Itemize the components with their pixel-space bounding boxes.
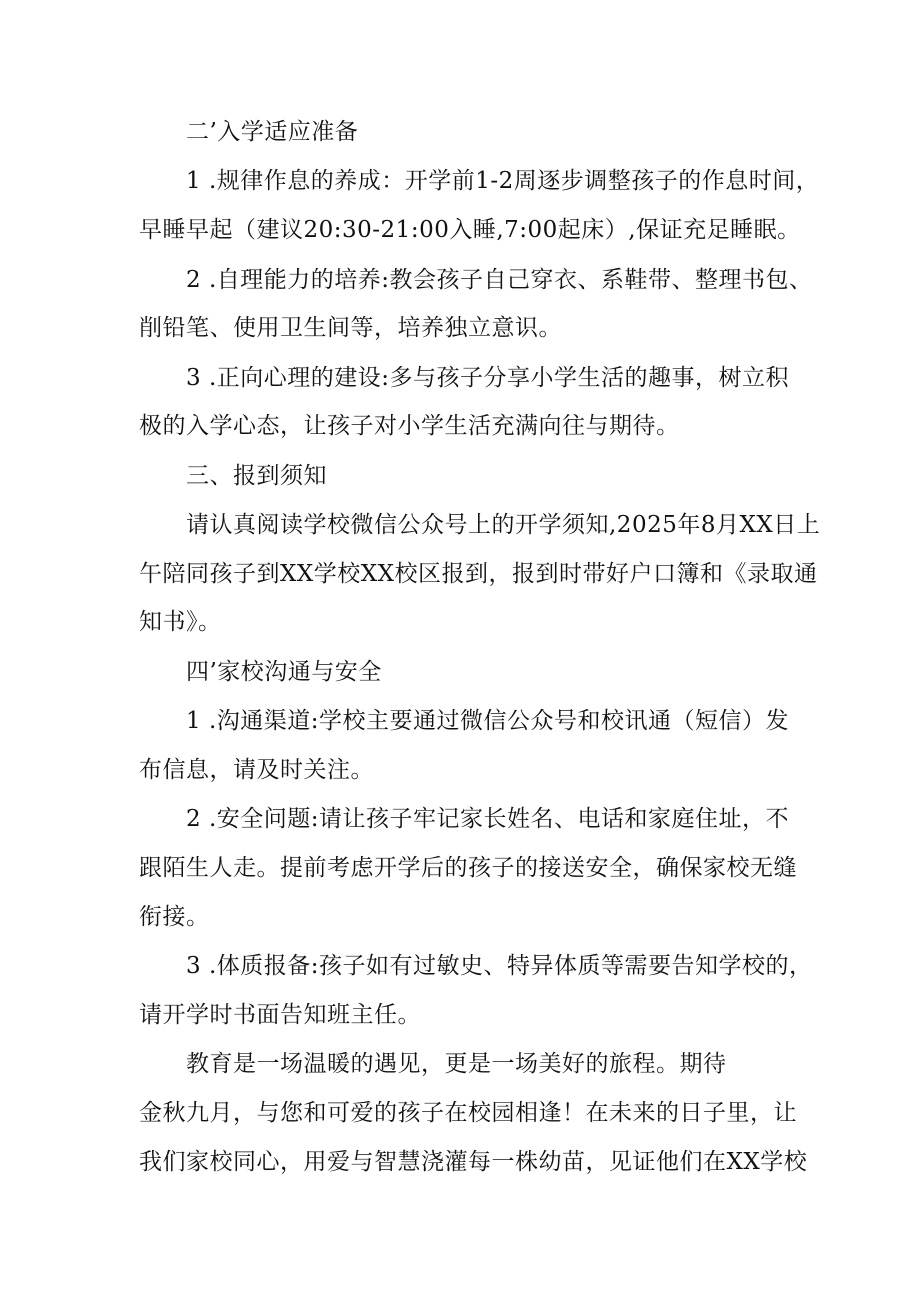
closing-line: 金秋九月，与您和可爱的孩子在校园相逢！在未来的日子里，让 bbox=[139, 1100, 797, 1126]
paragraph-line: 削铅笔、使用卫生间等，培养独立意识。 bbox=[139, 315, 562, 341]
closing-line: 教育是一场温暖的遇见，更是一场美好的旅程。期待 bbox=[186, 1051, 727, 1077]
paragraph-line: 布信息，请及时关注。 bbox=[139, 757, 374, 783]
paragraph-line: 1 .沟通渠道:学校主要通过微信公众号和校讯通（短信）发 bbox=[186, 708, 790, 734]
paragraph-line: 极的入学心态，让孩子对小学生活充满向往与期待。 bbox=[139, 413, 680, 439]
section-heading-4: 四’家校沟通与安全 bbox=[186, 659, 382, 685]
paragraph-line: 2 .自理能力的培养:教会孩子自己穿衣、系鞋带、整理书包、 bbox=[186, 267, 813, 293]
section-heading-3: 三、报到须知 bbox=[186, 463, 327, 489]
paragraph-line: 请认真阅读学校微信公众号上的开学须知,2025年8月XX日上 bbox=[186, 512, 821, 538]
closing-line: 我们家校同心，用爱与智慧浇灌每一株幼苗，见证他们在XX学校 bbox=[139, 1149, 808, 1175]
paragraph-line: 请开学时书面告知班主任。 bbox=[139, 1002, 421, 1028]
paragraph-line: 午陪同孩子到XX学校XX校区报到，报到时带好户口簿和《录取通 bbox=[139, 561, 818, 587]
paragraph-line: 跟陌生人走。提前考虑开学后的孩子的接送安全，确保家校无缝 bbox=[139, 855, 797, 881]
paragraph-line: 早睡早起（建议20:30-21:00入睡,7:00起床）,保证充足睡眠。 bbox=[139, 217, 801, 243]
paragraph-line: 1 .规律作息的养成：开学前1-2周逐步调整孩子的作息时间， bbox=[186, 168, 820, 194]
paragraph-line: 2 .安全问题:请让孩子牢记家长姓名、电话和家庭住址，不 bbox=[186, 806, 790, 832]
paragraph-line: 知书》。 bbox=[139, 609, 222, 635]
section-heading-2: 二’入学适应准备 bbox=[186, 119, 359, 145]
paragraph-line: 3 .体质报备:孩子如有过敏史、特异体质等需要告知学校的， bbox=[186, 953, 813, 979]
paragraph-line: 衔接。 bbox=[139, 904, 210, 930]
paragraph-line: 3 .正向心理的建设:多与孩子分享小学生活的趣事，树立积 bbox=[186, 365, 790, 391]
